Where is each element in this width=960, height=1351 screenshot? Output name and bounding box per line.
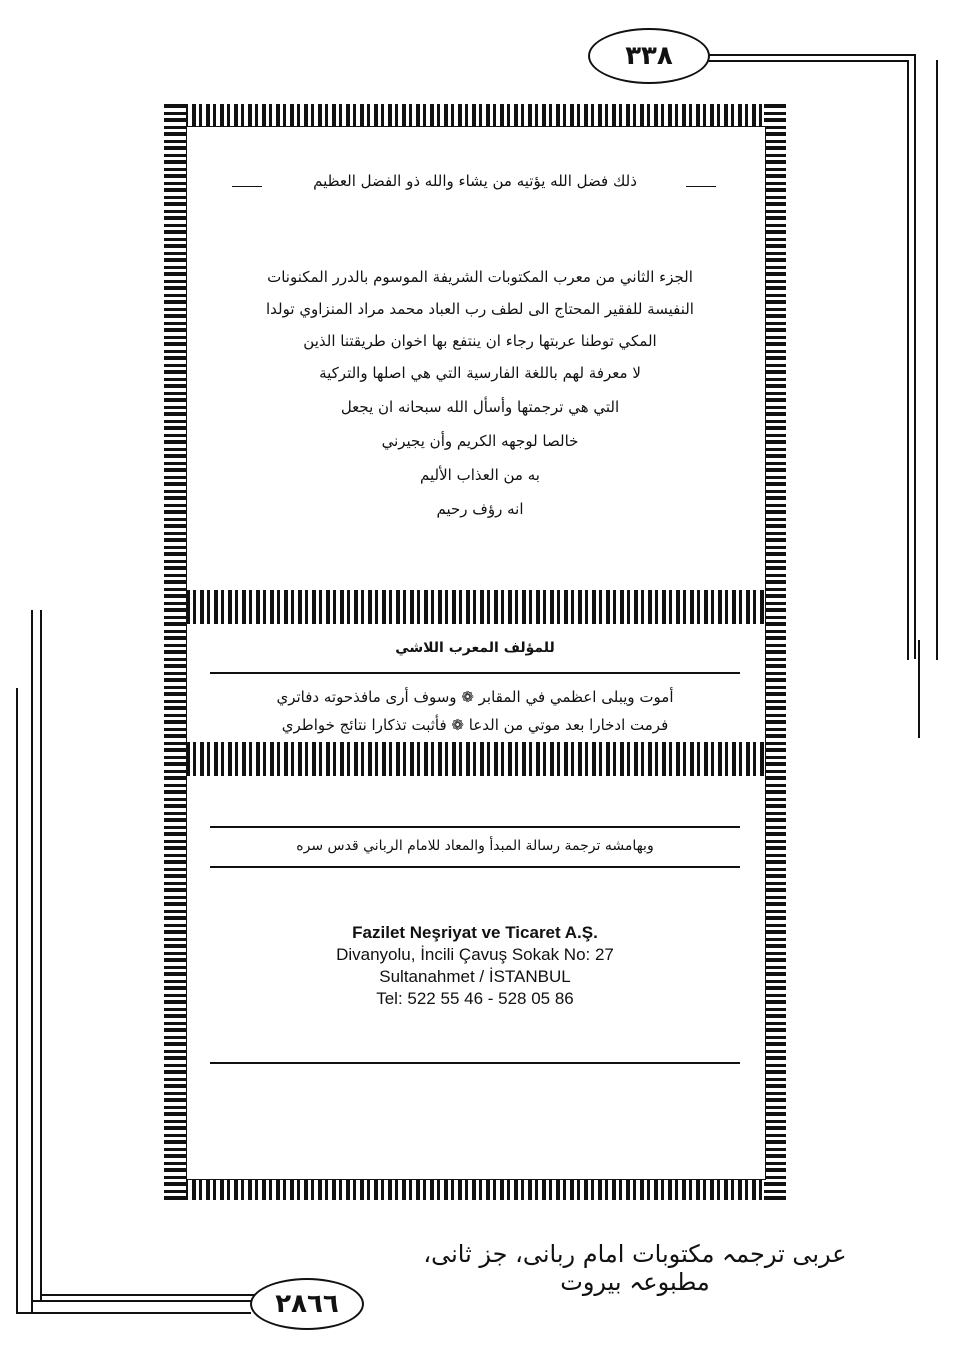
- body-line-4: لا معرفة لهم باللغة الفارسية التي هي اصلها والتركية: [319, 364, 641, 382]
- frame-line-right-2: [907, 60, 909, 660]
- urdu-caption: عربی ترجمہ مکتوبات امام ربانی، جز ثانی، مطبوعہ بیروت: [423, 1240, 847, 1296]
- ornament-band-2: [186, 742, 764, 776]
- frame-line-top: [700, 54, 915, 56]
- poem-line-1: أموت ويبلى اعظمي في المقابر ❁ وسوف أرى مافذحوته دفاتري: [276, 688, 674, 706]
- body-line-2: النفيسة للفقير المحتاج الى لطف رب العباد محمد مراد المنزاوي تولدا: [266, 300, 694, 318]
- publisher-address-2: Sultanahmet / İSTANBUL: [379, 967, 571, 986]
- publisher-name: Fazilet Neşriyat ve Ticaret A.Ş.: [352, 923, 598, 942]
- ornament-band-1: [186, 590, 764, 624]
- ornament-left: [164, 104, 186, 1200]
- publisher-block: [186, 922, 764, 1010]
- ornament-top: [164, 104, 786, 126]
- body-line-8: انه رؤف رحيم: [436, 500, 524, 518]
- bottom-page-number: ٢٨٦٦: [250, 1278, 364, 1330]
- body-line-3: المكي توطنا عربتها رجاء ان ينتفع بها اخوان طريقتنا الذين: [303, 332, 657, 350]
- margin-note: وبهامشه ترجمة رسالة المبدأ والمعاد للامام الرباني قدس سره: [296, 838, 654, 854]
- note-rule-bottom: [210, 866, 740, 868]
- frame-line-bottom: [31, 1300, 256, 1302]
- header-rule-right: [686, 186, 716, 187]
- header-verse: ذلك فضل الله يؤتيه من يشاء والله ذو الفضل العظيم: [313, 172, 637, 190]
- body-line-1: الجزء الثاني من معرب المكتوبات الشريفة الموسوم بالدرر المكنونات: [267, 268, 693, 286]
- frame-line-left-2: [16, 688, 18, 1313]
- frame-line-right-lower-2: [918, 640, 920, 738]
- frame-line-bottom-3: [40, 1294, 255, 1296]
- body-line-6: خالصا لوجهه الكريم وأن يجيرني: [381, 432, 579, 450]
- author-label: للمؤلف المعرب اللاشي: [395, 640, 555, 656]
- ornament-right: [764, 104, 786, 1200]
- frame-line-left-3: [40, 610, 42, 1302]
- publisher-phone: Tel: 522 55 46 - 528 05 86: [376, 989, 574, 1008]
- poem-line-2: فرمت ادخارا بعد موتي من الدعا ❁ فأثبت تذكارا نتائج خواطري: [281, 716, 669, 734]
- header-rule-left: [232, 186, 262, 187]
- publisher-address-1: Divanyolu, İncili Çavuş Sokak No: 27: [336, 945, 614, 964]
- publisher-rule: [210, 1062, 740, 1064]
- author-rule: [210, 672, 740, 674]
- frame-line-right: [914, 54, 916, 659]
- frame-line-top-2: [700, 60, 908, 62]
- note-rule-top: [210, 826, 740, 828]
- top-page-number: ٣٣٨: [588, 28, 710, 84]
- body-line-7: به من العذاب الأليم: [420, 466, 540, 484]
- frame-line-left: [31, 610, 33, 1312]
- frame-line-bottom-2: [16, 1312, 251, 1314]
- body-line-5: التي هي ترجمتها وأسأل الله سبحانه ان يجعل: [340, 398, 620, 416]
- frame-line-right-lower: [936, 60, 938, 660]
- ornament-bottom: [164, 1178, 786, 1200]
